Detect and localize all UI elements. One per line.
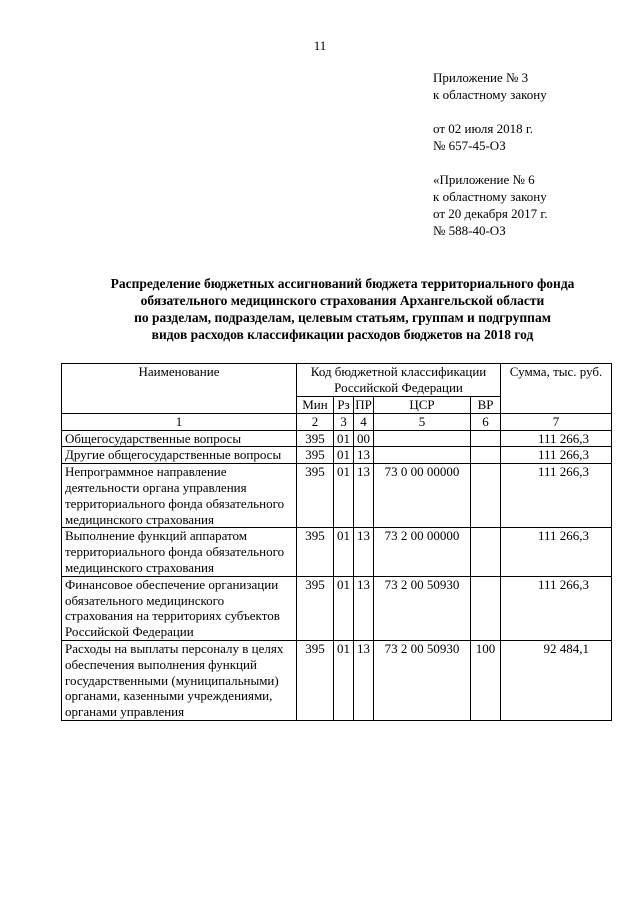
- column-number: 1: [62, 413, 297, 430]
- header-pr: ПР: [355, 397, 372, 412]
- cell-pr: 00: [354, 430, 374, 447]
- cell-rz: 01: [334, 640, 354, 720]
- table-row: [62, 447, 612, 464]
- cell-rz: 01: [334, 464, 354, 528]
- header-sum: Сумма, тыс. руб.: [501, 364, 612, 414]
- title-line: Распределение бюджетных ассигнований бюджета территориального фонда: [110, 276, 575, 291]
- appendix-line: Приложение № 3: [433, 70, 529, 85]
- cell-name: Непрограммное направление деятельности органа управления территориального фонда обязательного медицинского страхования: [62, 464, 297, 528]
- header-name: Наименование: [62, 364, 297, 414]
- budget-table: [61, 363, 612, 721]
- page-number: 11: [313, 38, 327, 53]
- cell-min: 395: [297, 640, 334, 720]
- cell-csr: [374, 447, 471, 464]
- appendix-line: № 588-40-ОЗ: [433, 223, 506, 238]
- cell-pr: 13: [354, 447, 374, 464]
- cell-min: 395: [297, 430, 334, 447]
- cell-rz: 01: [334, 528, 354, 576]
- title-line: обязательного медицинского страхования Архангельской области: [140, 293, 545, 308]
- table-row: [62, 464, 612, 528]
- appendix-line: к областному закону: [433, 87, 547, 102]
- cell-pr: 13: [354, 640, 374, 720]
- appendix-block: [433, 69, 548, 239]
- cell-name: Выполнение функций аппаратом территориального фонда обязательного медицинского страхования: [62, 528, 297, 576]
- header-min: Мин: [297, 397, 334, 414]
- cell-csr: [374, 430, 471, 447]
- table-row: [62, 430, 612, 447]
- header-csr: ЦСР: [374, 397, 471, 414]
- appendix-line: от 02 июля 2018 г.: [433, 121, 533, 136]
- cell-pr: 13: [354, 464, 374, 528]
- appendix-line: от 20 декабря 2017 г.: [433, 206, 548, 221]
- cell-csr: 73 2 00 50930: [374, 640, 471, 720]
- table-row: [62, 528, 612, 576]
- cell-min: 395: [297, 464, 334, 528]
- cell-vr: [471, 576, 501, 640]
- cell-vr: [471, 447, 501, 464]
- cell-pr: 13: [354, 528, 374, 576]
- column-number-row: [62, 413, 612, 430]
- document-title: [40, 275, 640, 343]
- table-row: [62, 640, 612, 720]
- cell-csr: 73 0 00 00000: [374, 464, 471, 528]
- cell-sum: 92 484,1: [501, 640, 612, 720]
- title-line: по разделам, подразделам, целевым статьям, группам и подгруппам: [134, 310, 551, 325]
- cell-vr: [471, 528, 501, 576]
- cell-rz: 01: [334, 576, 354, 640]
- cell-rz: 01: [334, 447, 354, 464]
- cell-sum: 111 266,3: [501, 430, 612, 447]
- column-number: 4: [354, 413, 374, 430]
- cell-sum: 111 266,3: [501, 576, 612, 640]
- cell-pr: 13: [354, 576, 374, 640]
- cell-sum: 111 266,3: [501, 528, 612, 576]
- column-number: 3: [334, 413, 354, 430]
- cell-rz: 01: [334, 430, 354, 447]
- header-row: [62, 364, 612, 397]
- cell-name: Другие общегосударственные вопросы: [62, 447, 297, 464]
- appendix-line: № 657-45-ОЗ: [433, 138, 506, 153]
- column-number: 6: [471, 413, 501, 430]
- column-number: 2: [297, 413, 334, 430]
- cell-vr: [471, 464, 501, 528]
- cell-sum: 111 266,3: [501, 447, 612, 464]
- header-rz: Рз: [334, 397, 354, 414]
- column-number: 7: [501, 413, 612, 430]
- appendix-line: «Приложение № 6: [433, 172, 535, 187]
- cell-csr: 73 2 00 00000: [374, 528, 471, 576]
- cell-min: 395: [297, 576, 334, 640]
- cell-csr: 73 2 00 50930: [374, 576, 471, 640]
- appendix-line: к областному закону: [433, 189, 547, 204]
- table-row: [62, 576, 612, 640]
- cell-vr: 100: [471, 640, 501, 720]
- cell-name: Финансовое обеспечение организации обязательного медицинского страхования на территориях субъектов Российской Федерации: [62, 576, 297, 640]
- cell-min: 395: [297, 447, 334, 464]
- column-number: 5: [374, 413, 471, 430]
- cell-vr: [471, 430, 501, 447]
- cell-name: Расходы на выплаты персоналу в целях обеспечения выполнения функций государственными (муниципальными) органами, казенными учреждениями, органами управления: [62, 640, 297, 720]
- header-code: Код бюджетной классификации Российской Федерации: [297, 364, 501, 397]
- cell-min: 395: [297, 528, 334, 576]
- cell-sum: 111 266,3: [501, 464, 612, 528]
- header-vr: ВР: [471, 397, 501, 414]
- cell-name: Общегосударственные вопросы: [62, 430, 297, 447]
- title-line: видов расходов классификации расходов бюджетов на 2018 год: [151, 327, 534, 342]
